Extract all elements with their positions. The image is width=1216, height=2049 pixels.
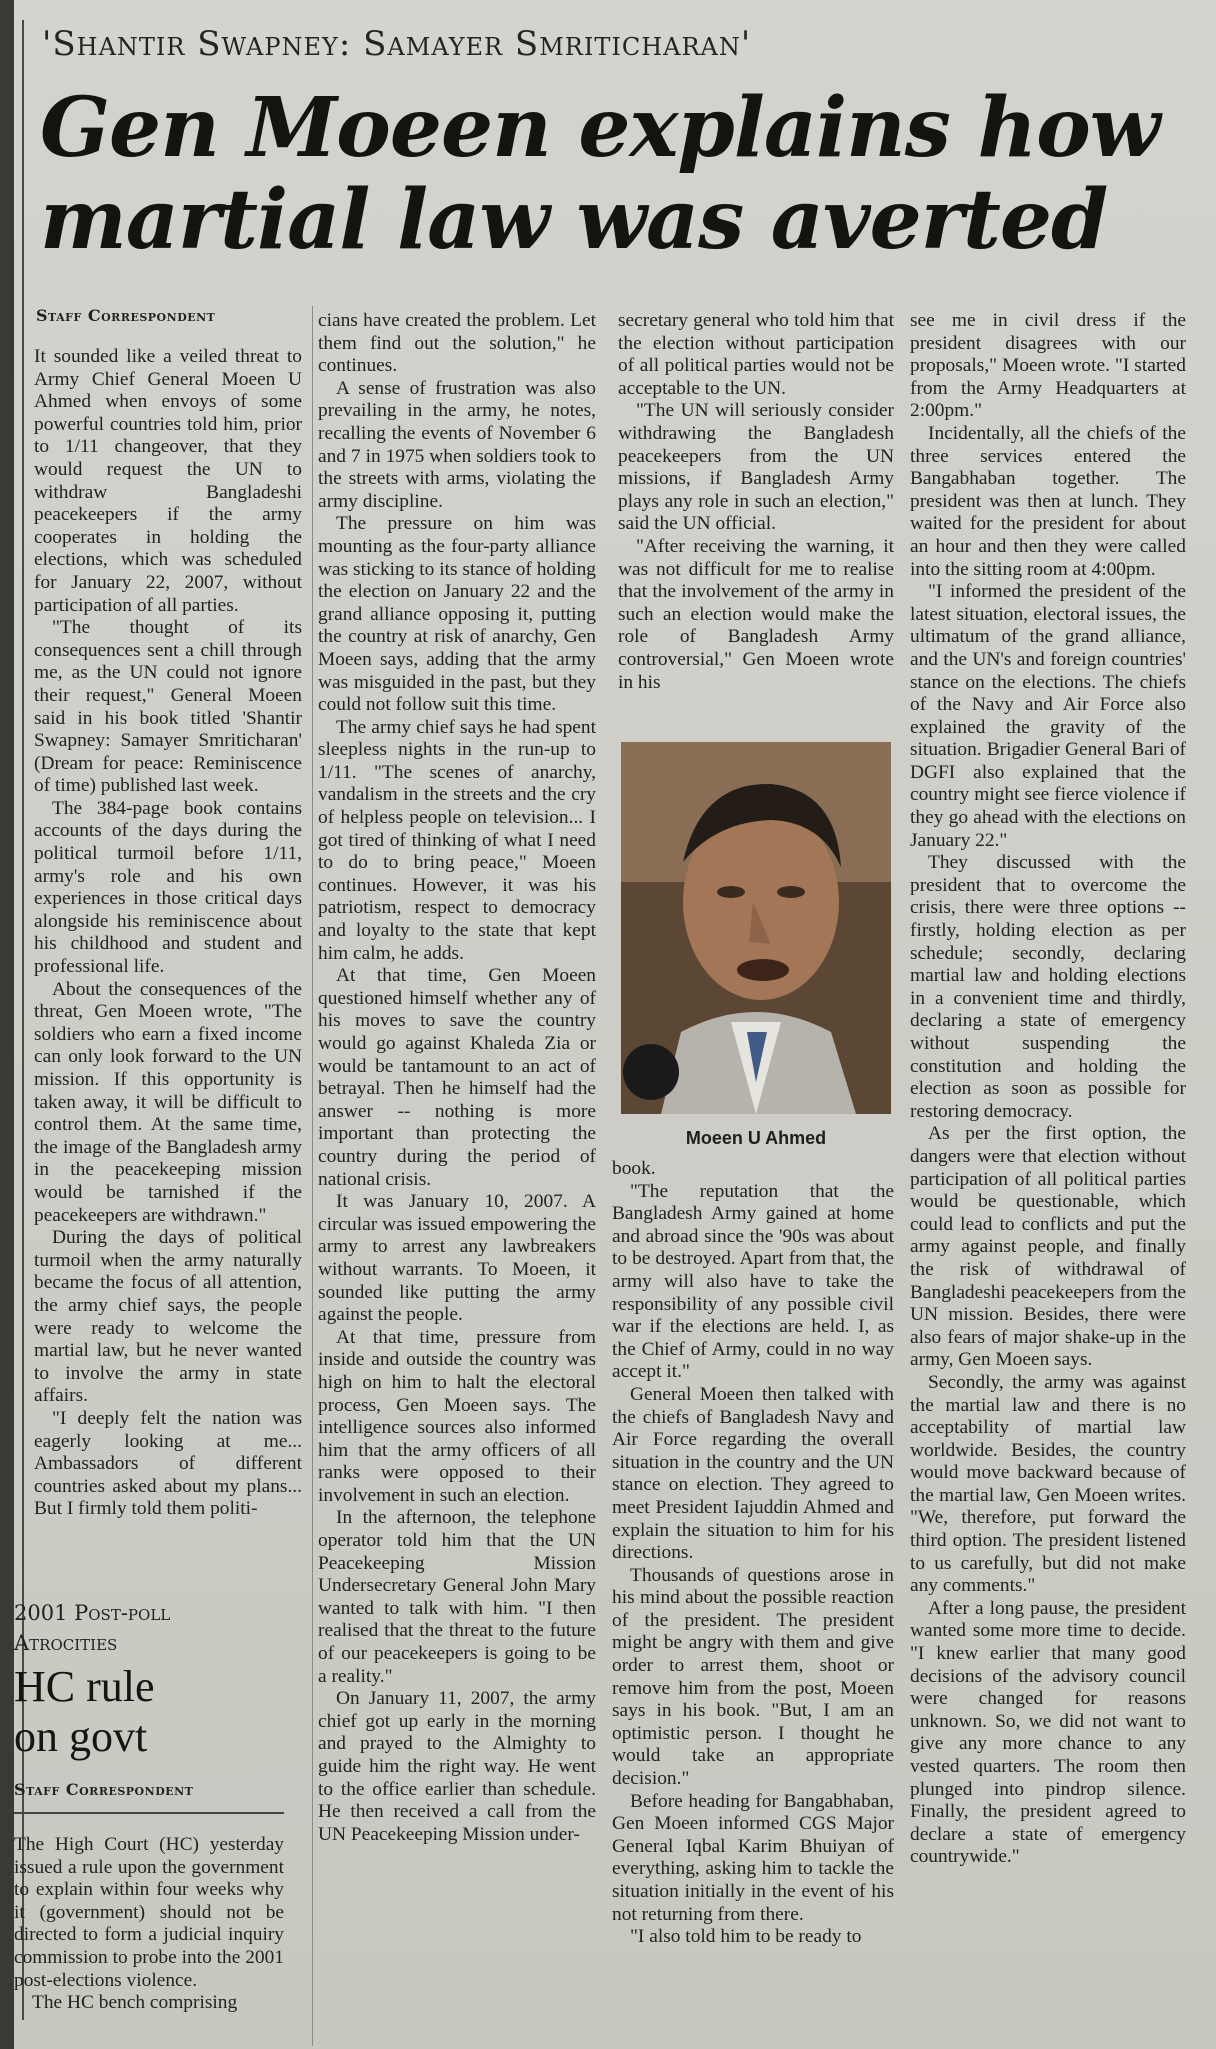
article-paragraph: They discussed with the president that to overcome the crisis, there were three options -- firstly, holding election as per schedule; secondly, declaring martial law and holding elections in a convenient time and thirdly, declaring a state of emergency without suspending the constitution and holding the election as soon as possible for restoring democracy. <box>910 852 1186 1122</box>
article-paragraph: book. <box>612 1158 656 1179</box>
article-paragraph: Incidentally, all the chiefs of the three services entered the Bangabhaban together. The president was then at lunch. They waited for the president for about an hour and then they were called into the sitting room at 4:00pm. <box>910 422 1186 580</box>
article-paragraph: "I informed the president of the latest situation, electoral issues, the ultimatum of the grand alliance, and the UN's and foreign countries' stance on the elections. The chiefs of the Navy and Air Force also explained the gravity of the situation. Brigadier General Bari of DGFI also explained that the country might see fierce violence if they go ahead with the elections on January 22." <box>910 581 1186 851</box>
article-paragraph: It sounded like a veiled threat to Army Chief General Moeen U Ahmed when envoys of some powerful countries told him, prior to 1/11 changeover, that they would request the UN to withdraw Bangladeshi peacekeepers if the army cooperates in holding the elections, which was scheduled for January 22, 2007, without participation of all parties. <box>34 346 302 616</box>
article-column-3-bottom <box>612 1158 894 2046</box>
headline-line-1: Gen Moeen explains how <box>40 80 1160 176</box>
article-paragraph: During the days of political turmoil when the army naturally became the focus of all attention, the army chief says, the people were ready to welcome the martial law, but he never wanted to involve the army in state affairs. <box>34 1227 302 1407</box>
article-paragraph: At that time, pressure from inside and outside the country was high on him to halt the electoral process, Gen Moeen says. The intelligence sources also informed him that the army officers of all ranks were opposed to their involvement in such an election. <box>318 1326 596 1506</box>
moeen-photo <box>621 742 891 1114</box>
article-paragraph: The 384-page book contains accounts of the days during the political turmoil before 1/11, army's role and his own experiences in those critical days alongside his reminiscence about his childhood and student and professional life. <box>34 797 302 978</box>
article-paragraph: "The UN will seriously consider withdrawing the Bangladesh peacekeepers from the UN missions, if Bangladesh Army plays any role in such an election," said the UN official. <box>618 400 894 535</box>
side-story-kicker-line-1: 2001 Post-poll <box>14 1601 171 1625</box>
side-story-body <box>14 1834 284 2046</box>
article-paragraph: secretary general who told him that the election without participation of all political parties would not be acceptable to the UN. <box>618 310 894 399</box>
article-paragraph: About the consequences of the threat, Gen Moeen wrote, "The soldiers who earn a fixed income can only look forward to the UN mission. If this opportunity is taken away, it will be difficult to control them. At the same time, the image of the Bangladesh army in the peacekeeping mission would be tarnished if the peacekeepers are withdrawn." <box>34 978 302 1226</box>
article-paragraph: "I deeply felt the nation was eagerly looking at me... Ambassadors of different countries asked about my plans... But I firmly told them politi- <box>34 1407 302 1520</box>
article-column-2 <box>318 310 596 2046</box>
page-left-edge <box>0 0 14 2049</box>
article-column-3-top <box>618 310 894 718</box>
side-story-headline <box>14 1662 284 1762</box>
side-story-kicker <box>14 1598 284 1658</box>
article-paragraph: "I also told him to be ready to <box>630 1926 862 1948</box>
article-paragraph: "The reputation that the Bangladesh Army gained at home and abroad since the '90s was about to be destroyed. Apart from that, the army will also have to take the responsibility of any possible civil war if the elections are held. I, as the Chief of Army, could in no way accept it." <box>612 1180 894 1383</box>
article-paragraph: "After receiving the warning, it was not difficult for me to realise that the involvement of the army in such an election would make the role of Bangladesh Army controversial," Gen Moeen wrote in his <box>618 535 894 693</box>
article-column-1 <box>34 346 302 1590</box>
portrait-illustration <box>621 742 891 1114</box>
article-paragraph: At that time, Gen Moeen questioned himself whether any of his moves to save the country would go against Khaleda Zia or would be tantamount to an act of betrayal. Then he himself had the answer -- nothing is more important than protecting the country during the period of national crisis. <box>318 965 596 1190</box>
article-paragraph: Secondly, the army was against the martial law and there is no acceptability of martial law worldwide. Besides, the country would move backward because of the martial law, Gen Moeen writes. "We, therefore, put forward the third option. The president listened to us carefully, but did not make any comments." <box>910 1371 1186 1597</box>
article-paragraph: The High Court (HC) yesterday issued a rule upon the government to explain within four weeks why it (government) should not be directed to form a judicial inquiry commission to probe into the 2001 post-elections violence. <box>14 1834 284 1991</box>
article-paragraph: "The thought of its consequences sent a chill through me, as the UN could not ignore their request," General Moeen said in his book titled 'Shantir Swapney: Samayer Smriticharan' (Dream for peace: Reminiscence of time) published last week. <box>34 617 302 797</box>
article-paragraph: see me in civil dress if the president disagrees with our proposals," Moeen wrote. "I started from the Army Headquarters at 2:00pm." <box>910 310 1186 422</box>
column-rule <box>312 306 313 2046</box>
photo-caption: Moeen U Ahmed <box>685 1128 827 1148</box>
article-paragraph: cians have created the problem. Let them find out the solution," he continues. <box>318 310 596 377</box>
side-story-kicker-line-2: Atrocities <box>14 1631 118 1655</box>
article-paragraph: On January 11, 2007, the army chief got up early in the morning and prayed to the Almighty to guide him the right way. He went to the office earlier than schedule. He then received a call from the UN Peacekeeping Mission under- <box>318 1688 596 1845</box>
article-paragraph: As per the first option, the dangers were that election without participation of all political parties would be questionable, which could lead to conflicts and put the army against people, and finally the risk of withdrawal of Bangladeshi peacekeepers from the UN mission. Besides, there were also fears of major shake-up in the army, Gen Moeen says. <box>910 1123 1186 1371</box>
article-paragraph: The pressure on him was mounting as the four-party alliance was sticking to its stance of holding the election on January 22 and the grand alliance opposing it, putting the country at risk of anarchy, Gen Moeen says, adding that the army was misguided in the past, but they could not follow suit this time. <box>318 513 596 716</box>
side-story-rule <box>14 1812 284 1814</box>
side-story-byline: Staff Correspondent <box>14 1780 194 1799</box>
article-kicker: 'Shantir Swapney: Samayer Smriticharan' <box>42 24 752 64</box>
article-paragraph: In the afternoon, the telephone operator told him that the UN Peacekeeping Mission Undersecretary General John Mary wanted to talk with him. "I then realised that the threat to the future of our peacekeepers is going to be a reality." <box>318 1507 596 1687</box>
article-paragraph: General Moeen then talked with the chiefs of Bangladesh Navy and Air Force regarding the overall situation in the country and the UN stance on election. They agreed to meet President Iajuddin Ahmed and explain the situation to him for his directions. <box>612 1383 894 1564</box>
article-paragraph: Before heading for Bangabhaban, Gen Moeen informed CGS Major General Iqbal Karim Bhuiyan of everything, asking him to tackle the situation initially in the event of his not returning from there. <box>612 1790 894 1925</box>
article-paragraph: After a long pause, the president wanted some more time to decide. "I knew earlier that many good decisions of the advisory council were changed for reasons unknown. So, we did not want to give any more chance to any vested quarters. The room then plunged into pindrop silence. Finally, the president agreed to declare a state of emergency countrywide." <box>910 1597 1186 1868</box>
article-paragraph: The army chief says he had spent sleepless nights in the run-up to 1/11. "The scenes of anarchy, vandalism in the streets and the cry of helpless people on television... I got tired of thinking of what I need to do to bring peace," Moeen continues. However, it was his patriotism, respect to democracy and loyalty to the state that kept him calm, he adds. <box>318 716 596 964</box>
headline-line-2: martial law was averted <box>40 172 1108 268</box>
article-headline <box>40 82 1200 266</box>
article-paragraph: Thousands of questions arose in his mind about the possible reaction of the president. The president might be angry with them and give order to arrest them, shoot or remove him from the post, Moeen says in his book. "But, I am an optimistic person. I thought he would take an appropriate decision." <box>612 1564 894 1790</box>
article-byline: Staff Correspondent <box>36 306 216 325</box>
article-paragraph: It was January 10, 2007. A circular was issued empowering the army to arrest any lawbreakers without warrants. To Moeen, it sounded like putting the army against the people. <box>318 1191 596 1326</box>
article-paragraph: A sense of frustration was also prevailing in the army, he notes, recalling the events of November 6 and 7 in 1975 when soldiers took to the streets with arms, violating the army discipline. <box>318 377 596 512</box>
article-column-4 <box>910 310 1186 2046</box>
side-story-headline-line-1: HC rule <box>14 1662 155 1711</box>
article-paragraph: The HC bench comprising <box>32 1992 238 2014</box>
side-story-headline-line-2: on govt <box>14 1712 148 1761</box>
